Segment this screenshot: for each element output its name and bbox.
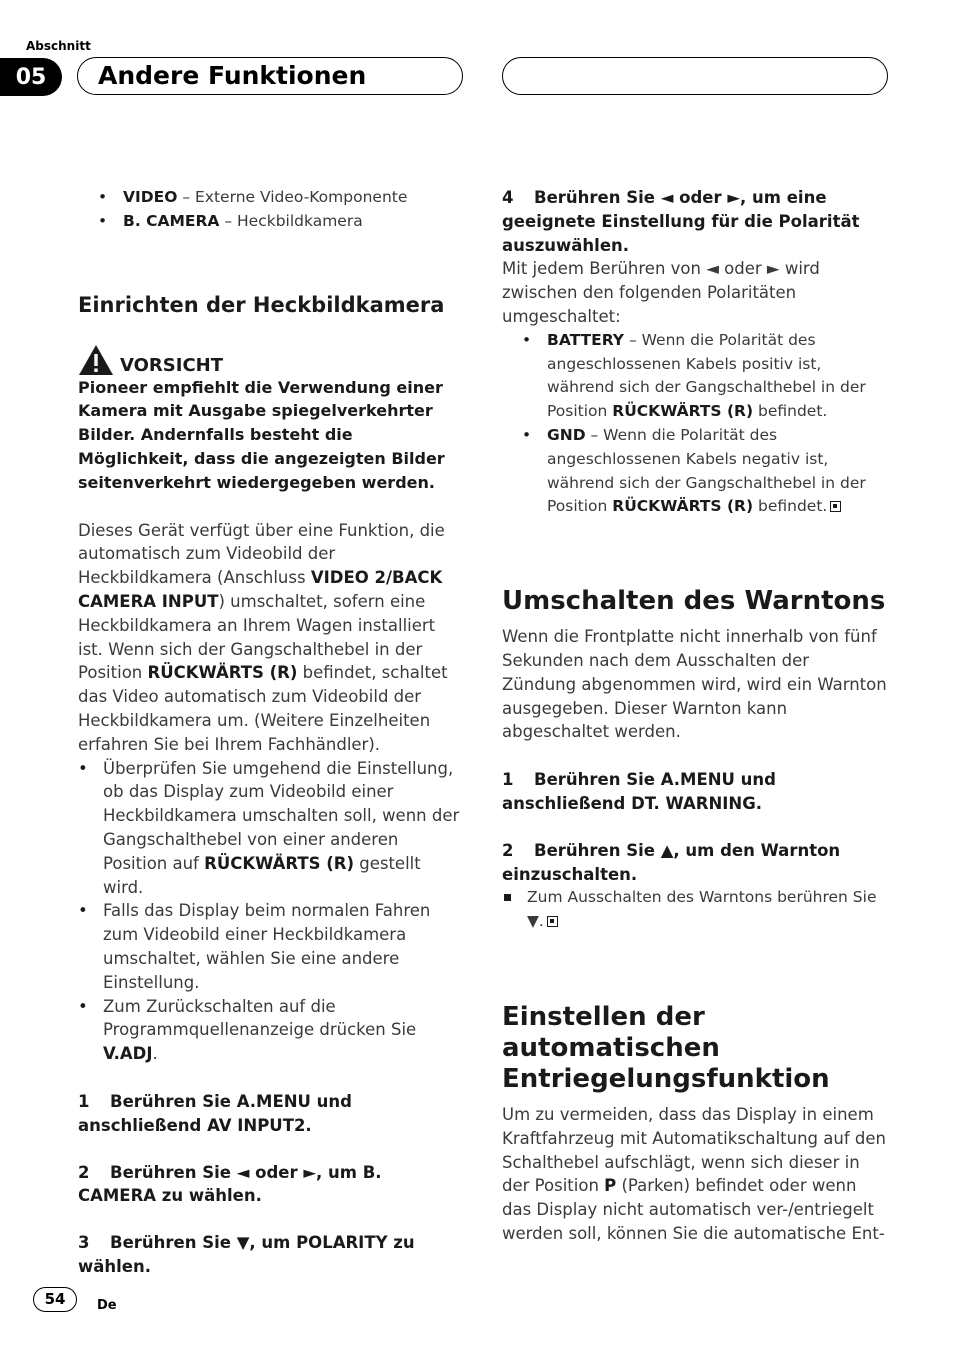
auto-unlock-heading: Einstellen der automatischen Entriegelungsfunktion — [502, 1001, 830, 1094]
list-item: • VIDEO – Externe Video-Komponente — [98, 186, 464, 210]
language-code: De — [97, 1298, 117, 1313]
caution-header — [78, 344, 464, 376]
end-mark-icon — [830, 501, 841, 512]
list-item: • B. CAMERA – Heckbildkamera — [98, 210, 464, 234]
list-item: • Zum Zurückschalten auf die Programmquellenanzeige drücken Sie V.ADJ. — [78, 995, 464, 1066]
source-list — [78, 186, 464, 234]
warning-tone-text: Wenn die Frontplatte nicht innerhalb von fünf Sekunden nach dem Ausschalten der Zündung abgenommen wird, wird ein Warnton ausgegeben. Dieser Warnton kann abgeschaltet werden. — [502, 627, 887, 742]
notes-list — [78, 757, 464, 1066]
caution-text: Pioneer empfiehlt die Verwendung einer Kamera mit Ausgabe spiegelverkehrter Bilder. Andernfalls besteht die Möglichkeit, dass die angezeigten Bilder seitenverkehrt wiedergegeben werden. — [78, 377, 445, 492]
list-item: • Falls das Display beim normalen Fahren zum Videobild einer Heckbildkamera umschaltet, wählen Sie eine andere Einstellung. — [78, 899, 464, 994]
auto-unlock-text: Um zu vermeiden, dass das Display in einem Kraftfahrzeug mit Automatikschaltung auf den Schalthebel aufschlägt, wenn sich dieser in der Position P (Parken) befindet oder wenn das Display nicht automatisch ver-/entriegelt werden soll, können Sie die automatische Ent- — [502, 1104, 886, 1243]
left-column — [78, 186, 464, 1279]
step-1: 1 Berühren Sie A.MENU und anschließend AV INPUT2. — [78, 1091, 352, 1135]
list-item: • BATTERY – Wenn die Polarität des angeschlossenen Kabels positiv ist, während sich der Gangschalthebel in der Position RÜCKWÄRTS (R) befindet. — [522, 329, 888, 424]
warning-icon — [78, 344, 114, 376]
step-4-description: Mit jedem Berühren von ◄ oder ► wird zwischen den folgenden Polaritäten umgeschaltet: — [502, 259, 820, 326]
intro-paragraph: Dieses Gerät verfügt über eine Funktion, die automatisch zum Videobild der Heckbildkamera (Anschluss VIDEO 2/BACK CAMERA INPUT) umschaltet, sofern eine Heckbildkamera an Ihrem Wagen installiert ist. Wenn sich der Gangschalthebel in der Position RÜCKWÄRTS (R) befindet, schaltet das Video automatisch zum Videobild der Heckbildkamera um. (Weitere Einzelheiten erfahren Sie bei Ihrem Fachhändler). — [78, 520, 448, 754]
warn-step-1: 1 Berühren Sie A.MENU und anschließend DT. WARNING. — [502, 770, 776, 813]
caution-title: VORSICHT — [120, 354, 223, 376]
section-number: 05 — [0, 58, 62, 96]
header-right-pill — [502, 57, 888, 95]
section-title: Andere Funktionen — [77, 57, 463, 95]
warn-note: Zum Ausschalten des Warntons berühren Sie ▼. — [502, 886, 888, 934]
warn-step-2: 2 Berühren Sie ▲, um den Warnton einzuschalten. — [502, 840, 841, 884]
page-number: 54 — [33, 1287, 77, 1312]
end-mark-icon — [547, 916, 558, 927]
warning-tone-heading: Umschalten des Warntons — [502, 586, 886, 617]
polarity-list — [502, 329, 888, 519]
list-item: • Überprüfen Sie umgehend die Einstellung, ob das Display zum Videobild einer Heckbildkamera umschalten soll, wenn der Gangschalthebel von einer anderen Position auf RÜCKWÄRTS (R) gestellt wird. — [78, 757, 464, 900]
square-bullet-icon — [504, 894, 511, 901]
step-3: 3 Berühren Sie ▼, um POLARITY zu wählen. — [78, 1233, 415, 1276]
step-2: 2 Berühren Sie ◄ oder ►, um B. CAMERA zu wählen. — [78, 1162, 382, 1206]
section-heading: Einrichten der Heckbildkamera — [78, 292, 445, 317]
right-column — [502, 186, 888, 1246]
section-label: Abschnitt — [26, 39, 91, 53]
list-item: • GND – Wenn die Polarität des angeschlossenen Kabels negativ ist, während sich der Gangschalthebel in der Position RÜCKWÄRTS (R) befindet. — [522, 424, 888, 519]
step-4: 4 Berühren Sie ◄ oder ►, um eine geeignete Einstellung für die Polarität auszuwählen. — [502, 188, 860, 255]
